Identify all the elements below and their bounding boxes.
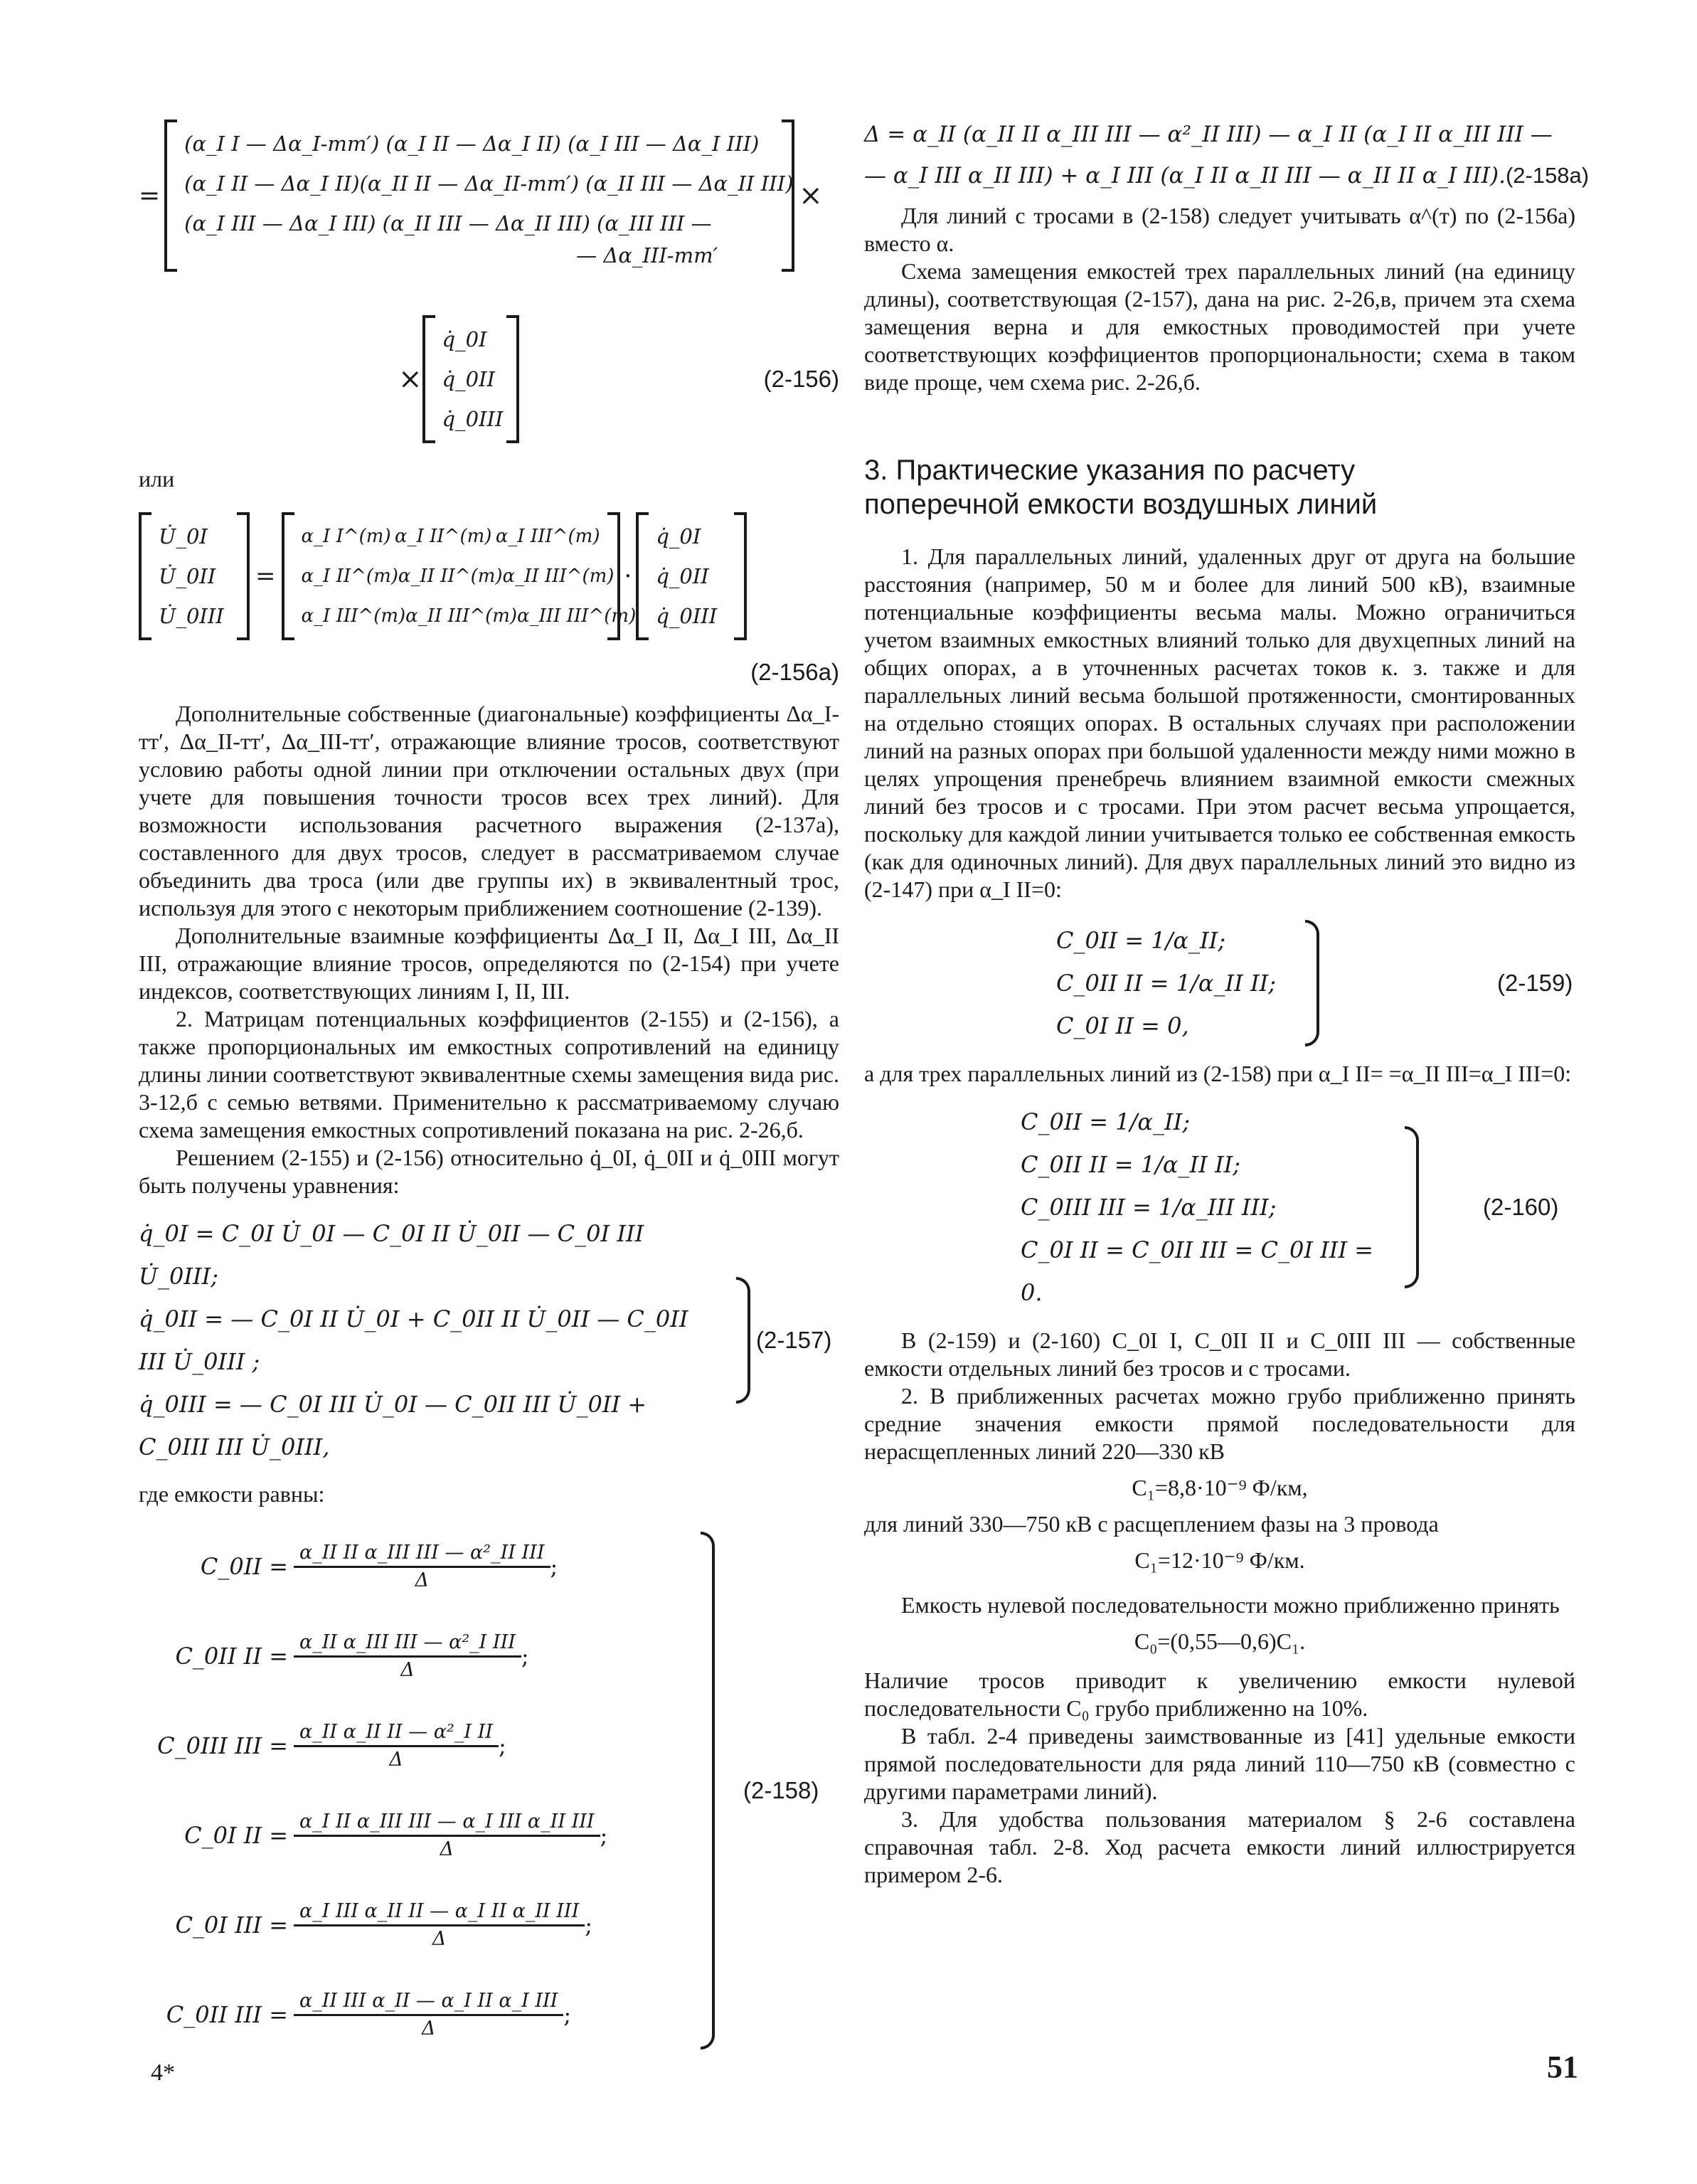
equation-line: C_0II = 1/α_II; [1021,1108,1191,1135]
matrix-cell: α_II III^(т) [502,566,615,587]
equation-number: (2-159) [1497,970,1573,996]
equation-line: q̇_0III = — C_0I III U̇_0I — C_0II III U̇_0II + C_0III III U̇_0III, [139,1391,647,1461]
matrix-cell: α_II III^(т) [405,605,518,627]
vector-entry: q̇_0III [656,604,718,628]
formula-c1-b: C₁=12·10⁻⁹ Ф/км. [1134,1547,1305,1573]
punct: ; [521,1643,529,1670]
brace [1405,1126,1419,1288]
gde-text: где емкости равны: [139,1481,325,1507]
brace [701,1532,715,2050]
equation-number: (2-156a) [750,659,839,685]
denominator: Δ [440,1838,454,1860]
u-vector-bracket [139,512,250,640]
equation-line: q̇_0II = — C_0I II U̇_0I + C_0II II U̇_0II — C_0II III U̇_0III ; [139,1305,688,1375]
heading-line: поперечной емкости воздушных линий [864,489,1378,520]
vector-entry: U̇_0III [159,604,224,628]
equation-number: (2-157) [756,1327,832,1353]
body-text [864,1510,1575,1538]
body-text [864,202,1575,396]
fraction-lhs: C_0II III = [166,2001,288,2028]
q-vector-bracket [422,315,519,443]
vector-entry: U̇_0II [159,564,216,588]
punct: ; [563,2001,572,2028]
matrix-bracket [164,120,794,272]
fraction-row [139,1880,686,1970]
body-text [864,1591,1575,1619]
fraction-list [139,1522,686,2060]
equation-number: (2-160) [1483,1194,1559,1220]
eq-2-158a [864,114,1590,196]
fraction-lhs: C_0II = [200,1553,288,1580]
equation-line: Δ = α_II (α_II II α_III III — α²_II III) — α_I II (α_I II α_III III — [864,122,1553,147]
fraction-row [139,1701,686,1791]
matrix-row [301,556,615,596]
paragraph: для линий 330—750 кВ с расщеплением фазы на 3 провода [864,1511,1439,1537]
numerator: α_I II α_III III — α_I III α_II III [294,1809,600,1837]
vector-entry: q̇_0I [442,327,487,351]
paragraph: Дополнительные собственные (диагональные) коэффициенты Δα_I-тт′, Δα_II-тт′, Δα_III-тт′, отражающие влияние тросов, соответствуют условию работы одной линии при отключении остальных двух (при учете для повышения точности тросов всех трех линий). Для возможности использования расчетного выражения (2-137а), составленного для двух тросов, следует в рассматриваемом случае объединить два троса (или две группы их) в эквивалентный трос, используя для этого с некоторым приближением соотношение (2-139). [139,701,839,921]
fraction-row [139,1522,686,1611]
ili-text: или [139,466,175,492]
dot-sign: · [624,562,632,590]
matrix-cell: α_I III^(т) [301,605,406,627]
paragraph: Для линий с тросами в (2-158) следует учитывать α^(т) по (2-156а) вместо α. [864,203,1575,256]
matrix-row [301,596,637,636]
denominator: Δ [432,1927,447,1950]
fraction-lhs: C_0II II = [175,1643,288,1670]
eq-2-157 [139,1212,839,1468]
equation-line: C_0I II = C_0II III = C_0I III = 0. [1021,1236,1374,1306]
fraction-row [139,1611,686,1701]
times-sign: × [799,179,823,212]
denominator: Δ [400,1658,415,1681]
fraction-lhs: C_0III III = [157,1732,288,1759]
equation-line: C_0II II = 1/α_II II; [1056,970,1276,997]
vector-entry: q̇_0I [656,524,701,548]
paragraph: 2. В приближенных расчетах можно грубо приближенно принять средние значения емкости прямой последовательности для нерасщепленных линий 220—330 кВ [864,1383,1575,1464]
matrix-cell: α_I I^(т) [301,526,391,547]
numerator: α_II α_III III — α²_I III [294,1630,521,1658]
vector-entry: q̇_0II [442,366,495,391]
equation-number: (2-158) [743,1777,819,1803]
vector-entry: q̇_0III [442,406,504,431]
fraction-lhs: C_0I III = [175,1912,288,1939]
eq-2-156-q-vector [139,299,839,459]
equation-line: C_0II II = 1/α_II II; [1021,1151,1240,1178]
page-number: 51 [1547,2050,1578,2084]
times-sign: × [398,362,422,396]
section-heading [864,453,1575,521]
eq-2-159 [1056,919,1575,1047]
matrix-cell: α_II II^(т) [398,566,503,587]
body-text [864,543,1575,903]
paragraph: 1. Для параллельных линий, удаленных друг от друга на большие расстояния (например, 50 м и более для линий 500 кВ), взаимные потенциальные коэффициенты весьма малы. Можно ограничиться учетом взаимных емкостных влияний только для двухцепных линий на общих опорах, а в уточненных расчетах токов к. з. также и для параллельных линий весьма большой протяженности, смонтированных на отдельно стоящих опорах. В остальных случаях при расположении линий на разных опорах при большой удаленности между ними можно в целях упрощения пренебречь влиянием взаимной емкости смежных линий без тросов и с тросами. При этом расчет весьма упрощается, поскольку для каждой линии учитывается только ее собственная емкость (как для одиночных линий). Для двух параллельных линий это видно из (2-147) при α_I II=0: [864,544,1575,902]
denominator: Δ [389,1748,403,1771]
matrix-cell: α_I II^(т) [395,526,492,547]
paragraph: Решением (2-155) и (2-156) относительно q̇_0I, q̇_0II и q̇_0III могут быть получены уравнения: [139,1145,839,1198]
body-text [864,1667,1575,1889]
matrix-cell: α_I III^(т) [495,526,600,547]
equation-number: (2-156) [763,365,839,392]
formula-c1-a: C₁=8,8·10⁻⁹ Ф/км, [1132,1475,1308,1500]
q-vector-bracket [636,512,747,640]
equation-line: q̇_0I = C_0I U̇_0I — C_0I II U̇_0II — C_0I III U̇_0III; [139,1220,644,1290]
punct: ; [600,1822,608,1849]
paragraph: а для трех параллельных линий из (2-158) при α_I II= =α_II III=α_I III=0: [864,1061,1572,1086]
fraction-row [139,1970,686,2060]
equals-sign: = [139,181,161,211]
matrix-cell: α_III III^(т) [517,605,637,627]
paragraph: Схема замещения емкостей трех параллельных линий (на единицу длины), соответствующая (2-157), дана на рис. 2-26,в, причем эта схема замещения верна и для емкостных проводимостей при учете соответствующих коэффициентов пропорциональности; схема в таком виде проще, чем схема рис. 2-26,б. [864,258,1575,395]
eq-2-160 [1021,1101,1575,1314]
heading-line: 3. Практические указания по расчету [864,455,1356,486]
vector-entry: U̇_0I [159,524,208,548]
paragraph: В табл. 2-4 приведены заимствованные из [41] удельные емкости прямой последовательности для ряда линий 110—750 кВ (совместно с другими параметрами линий). [864,1723,1575,1804]
matrix-cell: α_I II^(т) [301,566,398,587]
matrix-row: (α_I III — Δα_I III) (α_II III — Δα_II III) (α_III III — [184,211,712,235]
alpha-matrix-bracket [282,512,637,640]
equation-line: C_0I II = 0, [1056,1012,1189,1039]
matrix-row [302,516,600,556]
equation-line: C_0III III = 1/α_III III; [1021,1194,1277,1221]
matrix-row: (α_I I — Δα_I-тт′) (α_I II — Δα_I II) (α_I III — Δα_I III) [184,132,760,156]
equation-line: — α_I III α_II III) + α_I III (α_I II α_II III — α_II II α_I III). [864,163,1506,189]
formula-c0: C₀=(0,55—0,6)C₁. [1134,1628,1306,1654]
body-text [864,1060,1575,1088]
eq-2-158 [139,1522,839,2060]
equation-line-wrap [864,155,1590,196]
paragraph: Емкость нулевой последовательности можно приближенно принять [901,1592,1560,1618]
signature-mark: 4* [151,2060,175,2086]
eq-2-156-matrix [139,107,839,285]
punct: ; [585,1912,593,1939]
body-text [864,1327,1575,1465]
numerator: α_II III α_II — α_I II α_I III [294,1988,563,2016]
denominator: Δ [415,1569,429,1591]
fraction-row [139,1791,686,1880]
equals-sign: = [255,562,276,590]
matrix-row: — Δα_III-тт′ [576,243,718,267]
denominator: Δ [421,2017,436,2040]
numerator: α_II II α_III III — α²_II III [294,1540,550,1568]
eq-2-156a [139,498,839,654]
right-column [864,114,1590,1889]
body-text [139,700,839,1199]
paragraph: Дополнительные взаимные коэффициенты Δα_I II, Δα_I III, Δα_II III, отражающие влияние тросов, определяются по (2-154) при учете индексов, соответствующих линиям I, II, III. [139,923,840,1004]
numerator: α_I III α_II II — α_I II α_II III [294,1899,585,1926]
fraction-lhs: C_0I II = [184,1822,288,1849]
vector-entry: q̇_0II [656,564,709,588]
punct: ; [550,1553,558,1580]
punct: ; [498,1732,506,1759]
paragraph: В (2-159) и (2-160) C_0I I, C_0II II и C_0III III — собственные емкости отдельных линий без тросов и с тросами. [864,1327,1575,1381]
matrix-row: (α_I II — Δα_I II)(α_II II — Δα_II-тт′) (α_II III — Δα_II III) [184,171,794,196]
left-column [139,107,839,2060]
brace [1305,920,1319,1046]
equation-number: (2-158a) [1505,163,1590,188]
paragraph: 3. Для удобства пользования материалом § 2-6 составлена справочная табл. 2-8. Ход расчета емкости линий иллюстрируется примером 2-6. [864,1806,1575,1887]
paragraph: Наличие тросов приводит к увеличению емкости нулевой последовательности C₀ грубо приближенно на 10%. [864,1668,1575,1721]
numerator: α_II α_II II — α²_I II [294,1719,499,1747]
equation-line: C_0II = 1/α_II; [1056,927,1226,954]
brace [736,1277,750,1404]
paragraph: 2. Матрицам потенциальных коэффициентов (2-155) и (2-156), а также пропорциональных им емкостных сопротивлений на единицу длины линии соответствуют эквивалентные схемы замещения вида рис. 3-12,б с семью ветвями. Применительно к рассматриваемому случаю схема замещения емкостных сопротивлений показана на рис. 2-26,б. [139,1006,839,1143]
